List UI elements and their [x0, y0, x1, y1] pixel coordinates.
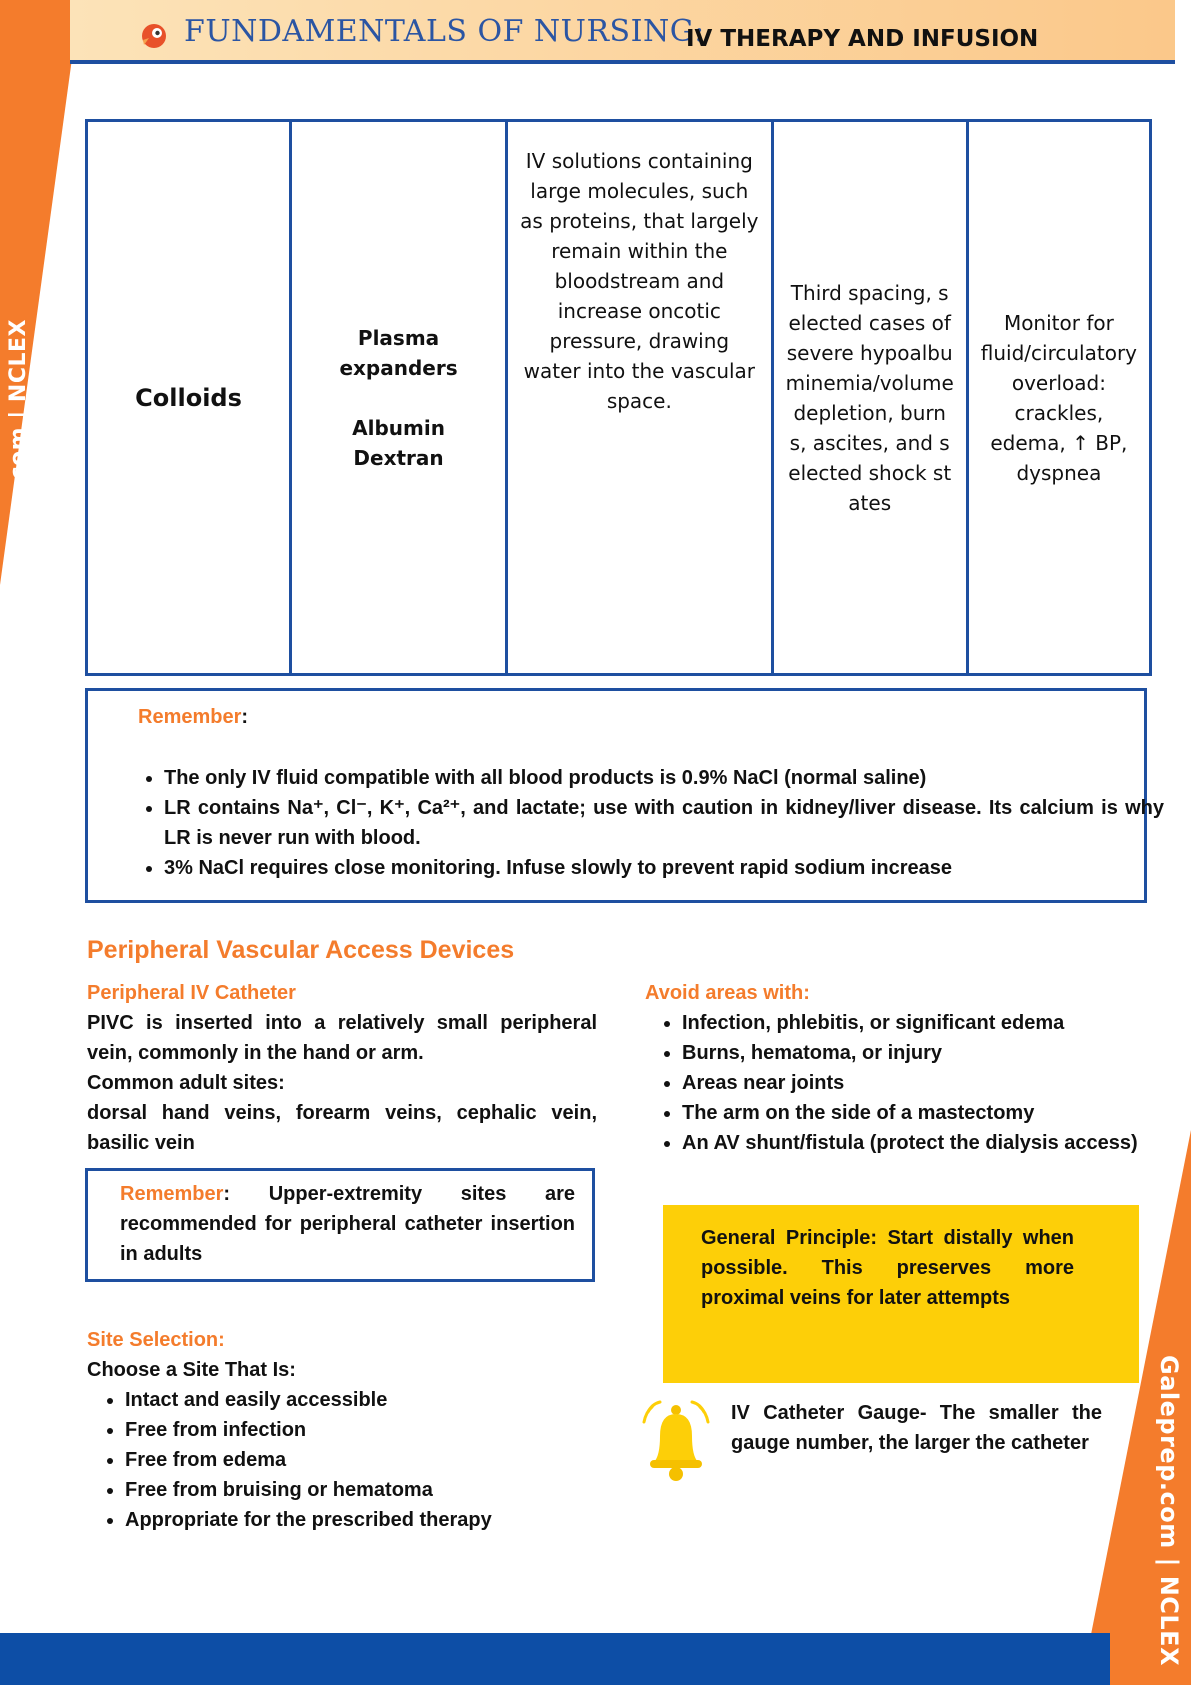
- site-selection-section: [87, 1325, 597, 1535]
- list-item: • Areas near joints: [682, 1068, 1140, 1098]
- example-item: Albumin: [352, 415, 445, 440]
- remember-list: [128, 763, 1164, 883]
- fluid-examples-cell: [291, 121, 507, 675]
- footer-bar: [0, 1633, 1110, 1685]
- fluid-indications-cell: [772, 121, 967, 675]
- avoid-title: Avoid areas with:: [645, 982, 810, 1004]
- list-item: • Free from edema: [125, 1445, 597, 1475]
- piv-section: [87, 978, 597, 1158]
- list-item: • Intact and easily accessible: [125, 1385, 597, 1415]
- remember-upper-text: [120, 1179, 575, 1269]
- list-item: • Burns, hematoma, or injury: [682, 1038, 1140, 1068]
- site-selection-title: Site Selection:: [87, 1329, 225, 1351]
- header-divider: [70, 60, 1175, 64]
- list-item: • LR contains Na⁺, Cl⁻, K⁺, Ca²⁺, and lactate; use with caution in kidney/liver disease. Its calcium is why LR is never run with blood.: [164, 793, 1164, 853]
- remember-label: Remember: [120, 1183, 224, 1205]
- piv-text: PIVC is inserted into a relatively small peripheral vein, commonly in the hand or arm.: [87, 1012, 597, 1064]
- piv-title: Peripheral IV Catheter: [87, 982, 296, 1004]
- table-row: [87, 121, 1151, 675]
- list-item: • 3% NaCl requires close monitoring. Infuse slowly to prevent rapid sodium increase: [164, 853, 1164, 883]
- site-selection-intro: Choose a Site That Is:: [87, 1359, 296, 1381]
- list-item: • Infection, phlebitis, or significant edema: [682, 1008, 1140, 1038]
- list-item: • The arm on the side of a mastectomy: [682, 1098, 1140, 1128]
- list-item: • Free from infection: [125, 1415, 597, 1445]
- bell-icon: [640, 1400, 712, 1482]
- remember-colon: :: [241, 706, 249, 728]
- remember-body: : Upper-extremity sites are recommended for peripheral catheter insertion in adults: [120, 1183, 575, 1265]
- sites-text: dorsal hand veins, forearm veins, cephalic vein, basilic vein: [87, 1102, 597, 1154]
- right-brand-text: Galeprep.com | NCLEX: [1155, 1355, 1183, 1667]
- remember-upper-extremity-box: [85, 1168, 595, 1282]
- gauge-note: IV Catheter Gauge- The smaller the gauge number, the larger the catheter: [731, 1402, 1102, 1454]
- remember-heading: [138, 706, 248, 729]
- page-subtitle: IV THERAPY AND INFUSION: [686, 26, 1039, 52]
- page-title: FUNDAMENTALS OF NURSING:: [184, 14, 705, 49]
- fluid-description-cell: IV solutions containing large molecules, such as proteins, that largely remain within the bloodstream and increase oncotic pressure, drawing water into the vascular space.: [507, 121, 773, 675]
- list-item: • The only IV fluid compatible with all blood products is 0.9% NaCl (normal saline): [164, 763, 1164, 793]
- list-item: • Free from bruising or hematoma: [125, 1475, 597, 1505]
- fluid-nursing-cell: Monitor for fluid/circulatory overload: crackles, edema, ↑ BP, dyspnea: [967, 121, 1150, 675]
- indications-text: Third spacing, selected cases of severe hypoalbuminemia/volume depletion, burns, ascites, and selected shock states: [785, 280, 954, 515]
- list-item: • An AV shunt/fistula (protect the dialysis access): [682, 1128, 1140, 1158]
- examples-heading: Plasma expanders: [339, 325, 458, 380]
- remember-box: [85, 688, 1164, 903]
- iv-fluid-table: [85, 119, 1152, 676]
- section-title: Peripheral Vascular Access Devices: [87, 936, 515, 964]
- example-item: Dextran: [353, 445, 444, 470]
- remember-label: Remember: [138, 706, 242, 728]
- list-item: • Appropriate for the prescribed therapy: [125, 1505, 597, 1535]
- site-selection-list: [87, 1385, 597, 1535]
- general-principle-box: [663, 1205, 1139, 1383]
- fluid-type-cell: Colloids: [87, 121, 291, 675]
- principle-text: General Principle: Start distally when possible. This preserves more proximal veins for later attempts: [701, 1227, 1074, 1309]
- brand-logo-icon: [140, 22, 168, 50]
- avoid-list: [645, 1008, 1140, 1158]
- avoid-areas-section: [645, 978, 1140, 1158]
- left-brand-text: Galeprep.com | NCLEX: [6, 319, 31, 605]
- sites-label: Common adult sites:: [87, 1072, 285, 1094]
